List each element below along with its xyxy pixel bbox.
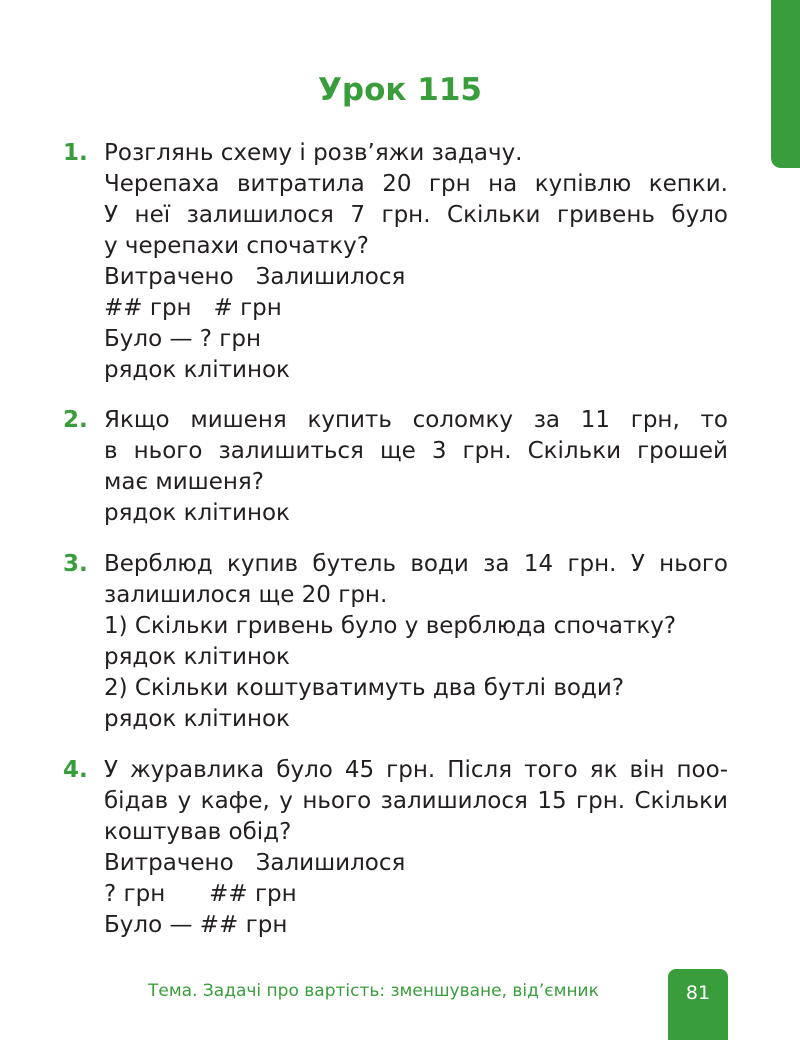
task-line: в нього залишиться ще 3 грн. Скільки грошей bbox=[104, 438, 728, 464]
task-line: Було — ## грн bbox=[104, 912, 288, 938]
page-number: 81 bbox=[685, 982, 711, 1004]
task-line: рядок клітинок bbox=[104, 644, 290, 670]
task-line: Черепаха витратила 20 грн на купівлю кепки. bbox=[104, 171, 728, 197]
task-line: має мишеня? bbox=[104, 469, 264, 495]
task-line: коштував обід? bbox=[104, 819, 292, 845]
task-line: 1) Скільки гривень було у верблюда спочатку? bbox=[104, 613, 677, 639]
lesson-title: Урок 115 bbox=[318, 72, 482, 108]
task-line: рядок клітинок bbox=[104, 357, 290, 383]
task-number: 1. bbox=[63, 140, 88, 166]
task-line: Якщо мишеня купить соломку за 11 грн, то bbox=[104, 407, 728, 433]
task-line: рядок клітинок bbox=[104, 500, 290, 526]
task-line: у черепахи спочатку? bbox=[104, 233, 369, 259]
task-line: Витрачено Залишилося bbox=[104, 850, 406, 876]
page-number-box bbox=[668, 969, 728, 1040]
task-line: 2) Скільки коштуватимуть два бутлі води? bbox=[104, 675, 625, 701]
task-line: ? грн ## грн bbox=[104, 881, 297, 907]
task-line: Верблюд купив бутель води за 14 грн. У нього bbox=[104, 551, 728, 577]
task-number: 4. bbox=[63, 757, 88, 783]
task-line: ## грн # грн bbox=[104, 295, 282, 321]
task-number: 2. bbox=[63, 407, 88, 433]
task-line: У журавлика було 45 грн. Після того як він поо- bbox=[104, 757, 728, 783]
task-line: Розглянь схему і розв’яжи задачу. bbox=[104, 140, 523, 166]
footer-topic: Тема. Задачі про вартість: зменшуване, від’ємник bbox=[148, 981, 599, 1001]
task-line: Було — ? грн bbox=[104, 326, 262, 352]
task-line: Витрачено Залишилося bbox=[104, 264, 406, 290]
task-line: рядок клітинок bbox=[104, 706, 290, 732]
task-number: 3. bbox=[63, 551, 88, 577]
task-line: У неї залишилося 7 грн. Скільки гривень було bbox=[104, 202, 728, 228]
task-line: бідав у кафе, у нього залишилося 15 грн. Скільки bbox=[104, 788, 728, 814]
task-line: залишилося ще 20 грн. bbox=[104, 582, 388, 608]
